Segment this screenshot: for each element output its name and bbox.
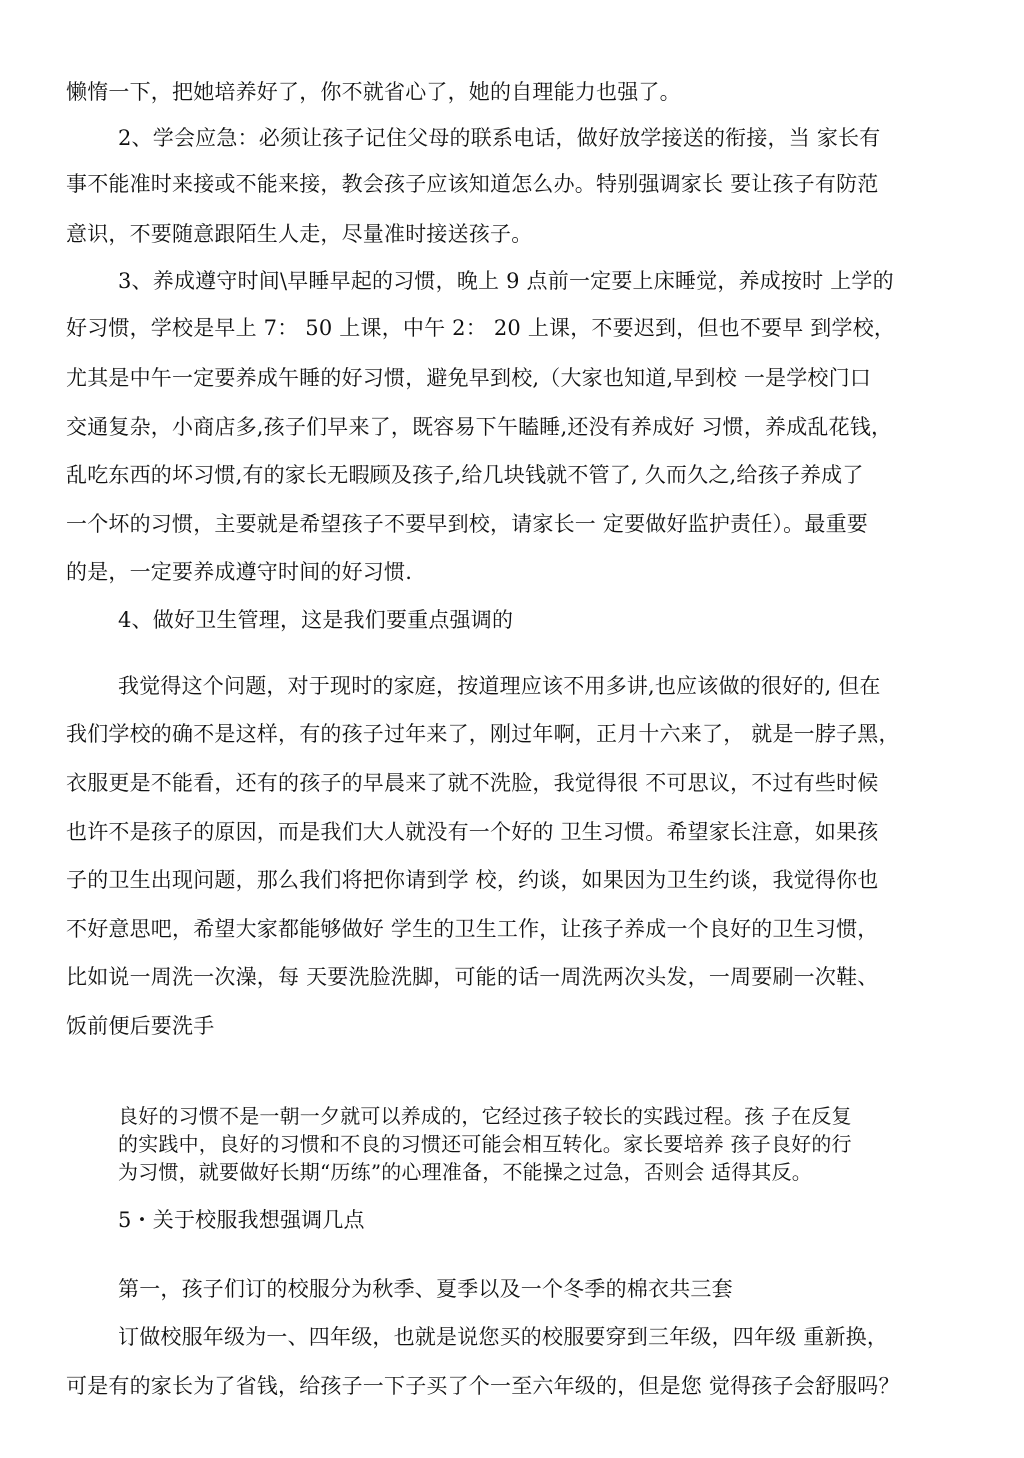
- text-line-14: 我们学校的确不是这样，有的孩子过年来了，刚过年啊，正月十六来了， 就是一脖子黑，: [66, 722, 900, 746]
- text-line-5: 3、养成遵守时间\早睡早起的习惯，晚上 9 点前一定要上床睡觉，养成按时 上学的: [118, 269, 894, 293]
- text-line-11: 的是，一定要养成遵守时间的好习惯.: [66, 560, 413, 584]
- text-line-16: 也许不是孩子的原因，而是我们大人就没有一个好的 卫生习惯。希望家长注意，如果孩: [66, 820, 879, 844]
- text-line-22: 的实践中，良好的习惯和不良的习惯还可能会相互转化。家长要培养 孩子良好的行: [118, 1132, 852, 1156]
- text-line-27: 可是有的家长为了省钱，给孩子一下子买了个一至六年级的，但是您 觉得孩子会舒服吗？: [66, 1374, 900, 1398]
- text-line-21: 良好的习惯不是一朝一夕就可以养成的，它经过孩子较长的实践过程。孩 子在反复: [118, 1104, 852, 1128]
- text-line-18: 不好意思吧，希望大家都能够做好 学生的卫生工作，让孩子养成一个良好的卫生习惯，: [66, 917, 879, 941]
- section-heading-4: 4、做好卫生管理，这是我们要重点强调的: [118, 608, 514, 632]
- text-line-7: 尤其是中午一定要养成午睡的好习惯，避免早到校,（大家也知道,早到校 一是学校门口: [66, 366, 872, 390]
- text-line-1: 懒惰一下，把她培养好了，你不就省心了，她的自理能力也强了。: [66, 80, 681, 104]
- text-line-26: 订做校服年级为一、四年级，也就是说您买的校服要穿到三年级，四年级 重新换，: [118, 1325, 889, 1349]
- text-line-10: 一个坏的习惯，主要就是希望孩子不要早到校，请家长一 定要做好监护责任）。最重要: [66, 512, 868, 536]
- text-line-17: 子的卫生出现问题，那么我们将把你请到学 校，约谈，如果因为卫生约谈，我觉得你也: [66, 868, 879, 892]
- text-line-3: 事不能准时来接或不能来接，教会孩子应该知道怎么办。特别强调家长 要让孩子有防范: [66, 172, 879, 196]
- text-line-25: 第一，孩子们订的校服分为秋季、夏季以及一个冬季的棉衣共三套: [118, 1277, 733, 1301]
- section-heading-5: 5・关于校服我想强调几点: [118, 1208, 365, 1232]
- text-line-15: 衣服更是不能看，还有的孩子的早晨来了就不洗脸，我觉得很 不可思议，不过有些时候: [66, 771, 879, 795]
- text-line-19: 比如说一周洗一次澡，每 天要洗脸洗脚，可能的话一周洗两次头发，一周要刷一次鞋、: [66, 965, 879, 989]
- text-line-9: 乱吃东西的坏习惯,有的家长无暇顾及孩子,给几块钱就不管了, 久而久之,给孩子养成了: [66, 463, 864, 487]
- text-line-6: 好习惯，学校是早上 7： 50 上课，中午 2： 20 上课，不要迟到，但也不要早 到学校，: [66, 316, 896, 340]
- text-line-2: 2、学会应急：必须让孩子记住父母的联系电话，做好放学接送的衔接，当 家长有: [118, 126, 881, 150]
- text-line-8: 交通复杂，小商店多,孩子们早来了，既容易下午瞌睡,还没有养成好 习惯，养成乱花钱，: [66, 415, 893, 439]
- text-line-20: 饭前便后要洗手: [66, 1014, 215, 1038]
- text-line-13: 我觉得这个问题，对于现时的家庭，按道理应该不用多讲,也应该做的很好的, 但在: [118, 674, 881, 698]
- text-line-23: 为习惯，就要做好长期“历练”的心理准备，不能操之过急，否则会 适得其反。: [118, 1160, 813, 1184]
- text-line-4: 意识，不要随意跟陌生人走，尽量准时接送孩子。: [66, 222, 533, 246]
